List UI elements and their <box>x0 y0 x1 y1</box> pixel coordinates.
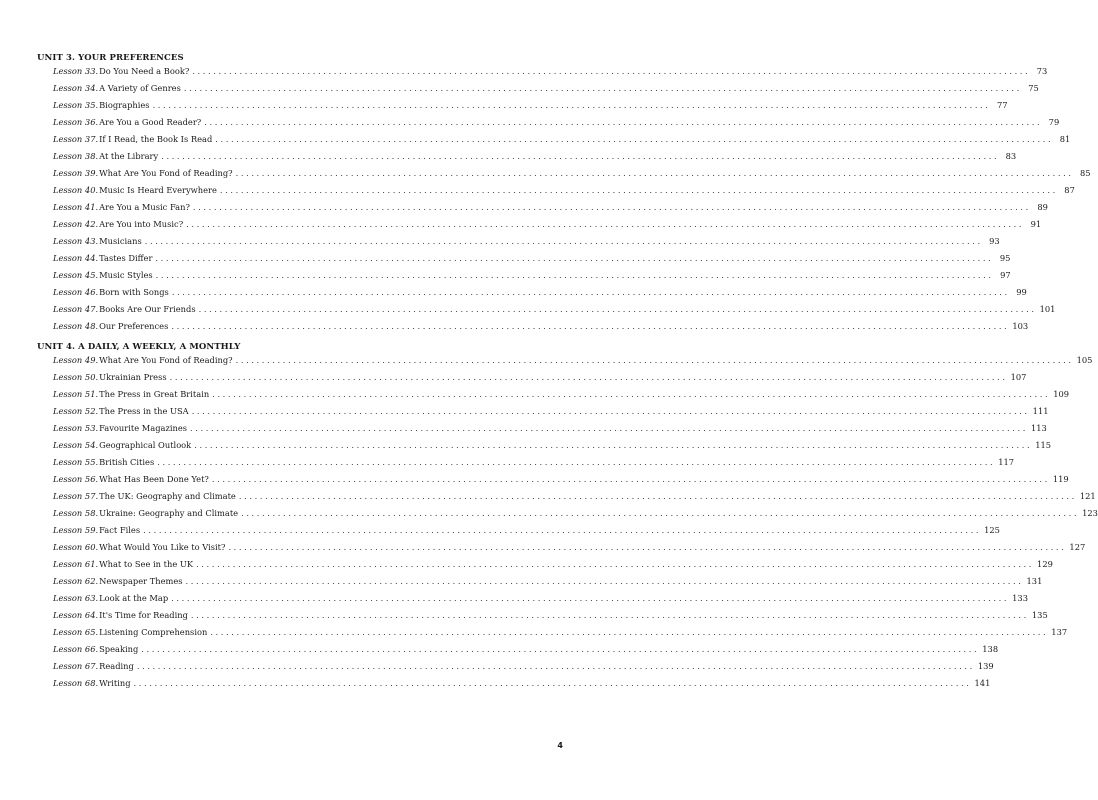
dot-leader: ................................................................................................................................................................ <box>157 457 996 467</box>
lesson-page-number: 119 <box>1052 474 1069 484</box>
toc-entry[interactable] <box>53 542 1086 559</box>
lesson-title: What Are You Fond of Reading? <box>99 168 233 178</box>
dot-leader: ................................................................................................................................................................ <box>171 287 1010 297</box>
page-number: 4 <box>557 741 563 750</box>
lesson-page-number: 75 <box>1028 83 1039 93</box>
lesson-title: If I Read, the Book Is Read <box>99 134 213 144</box>
lesson-page-number: 77 <box>996 100 1008 110</box>
lesson-title: Biographies <box>99 100 150 110</box>
toc-entry[interactable] <box>53 304 1056 321</box>
dot-leader: ................................................................................................................................................................ <box>183 83 1022 93</box>
lesson-title: A Variety of Genres <box>99 83 181 93</box>
toc-entry[interactable] <box>53 559 1053 576</box>
lesson-page-number: 89 <box>1037 202 1048 212</box>
dot-leader: ................................................................................................................................................................ <box>161 151 1000 161</box>
lesson-page-number: 127 <box>1069 542 1086 552</box>
lesson-label: Lesson 54. <box>53 440 99 450</box>
lesson-page-number: 125 <box>984 525 1000 535</box>
dot-leader: ................................................................................................................................................................ <box>211 474 1050 484</box>
dot-leader: ................................................................................................................................................................ <box>190 423 1028 433</box>
lesson-label: Lesson 55. <box>53 457 99 467</box>
toc-entry[interactable] <box>53 440 1052 457</box>
lesson-page-number: 81 <box>1059 134 1071 144</box>
toc-entry[interactable] <box>53 406 1049 423</box>
dot-leader: ................................................................................................................................................................ <box>192 202 1031 212</box>
lesson-label: Lesson 68. <box>53 678 99 688</box>
lesson-title: What Would You Like to Visit? <box>99 542 226 552</box>
dot-leader: ................................................................................................................................................................ <box>194 440 1033 450</box>
lesson-page-number: 129 <box>1037 559 1053 569</box>
lesson-page-number: 101 <box>1039 304 1056 314</box>
dot-leader: ................................................................................................................................................................ <box>190 610 1029 620</box>
lesson-label: Lesson 43. <box>53 236 99 246</box>
dot-leader: ................................................................................................................................................................ <box>204 117 1043 127</box>
lesson-label: Lesson 67. <box>53 661 99 671</box>
lesson-title: Newspaper Themes <box>99 576 183 586</box>
lesson-page-number: 111 <box>1032 406 1049 416</box>
lesson-page-number: 97 <box>1000 270 1011 280</box>
lesson-title: Do You Need a Book? <box>99 66 190 76</box>
toc-entry[interactable] <box>53 576 1043 593</box>
lesson-title: Writing <box>99 678 131 688</box>
toc-entry[interactable] <box>53 134 1071 151</box>
toc-entry[interactable] <box>53 525 1000 542</box>
lesson-title: Favourite Magazines <box>99 423 188 433</box>
lesson-label: Lesson 35. <box>53 100 99 110</box>
dot-leader: ................................................................................................................................................................ <box>238 491 1077 501</box>
lesson-page-number: 113 <box>1031 423 1047 433</box>
lesson-label: Lesson 64. <box>53 610 99 620</box>
lesson-page-number: 79 <box>1048 117 1060 127</box>
lesson-title: What Are You Fond of Reading? <box>99 355 233 365</box>
lesson-title: Geographical Outlook <box>99 440 192 450</box>
lesson-page-number: 117 <box>998 457 1015 467</box>
lesson-title: It's Time for Reading <box>99 610 188 620</box>
lesson-page-number: 137 <box>1051 627 1068 637</box>
toc-entry[interactable] <box>53 66 1048 83</box>
lesson-label: Lesson 62. <box>53 576 99 586</box>
lesson-page-number: 115 <box>1035 440 1052 450</box>
lesson-label: Lesson 49. <box>53 355 99 365</box>
lesson-title: Listening Comprehension <box>99 627 208 637</box>
toc-entry[interactable] <box>53 457 1015 474</box>
dot-leader: ................................................................................................................................................................ <box>191 406 1030 416</box>
dot-leader: ................................................................................................................................................................ <box>235 355 1074 365</box>
lesson-label: Lesson 46. <box>53 287 99 297</box>
lesson-label: Lesson 40. <box>53 185 99 195</box>
lesson-label: Lesson 50. <box>53 372 99 382</box>
toc-entry[interactable] <box>53 253 1011 270</box>
lesson-label: Lesson 59. <box>53 525 99 535</box>
lesson-label: Lesson 63. <box>53 593 99 603</box>
toc-entry[interactable] <box>53 321 1029 338</box>
dot-leader: ................................................................................................................................................................ <box>155 253 994 263</box>
toc-entry[interactable] <box>53 474 1069 491</box>
lesson-label: Lesson 47. <box>53 304 99 314</box>
toc-entry[interactable] <box>53 168 1091 185</box>
dot-leader: ................................................................................................................................................................ <box>212 389 1051 399</box>
dot-leader: ................................................................................................................................................................ <box>144 236 983 246</box>
dot-leader: ................................................................................................................................................................ <box>219 185 1058 195</box>
toc-list-unit-3 <box>53 66 1091 338</box>
lesson-title: Speaking <box>99 644 139 654</box>
lesson-page-number: 103 <box>1012 321 1029 331</box>
lesson-label: Lesson 42. <box>53 219 99 229</box>
toc-entry[interactable] <box>53 678 991 695</box>
toc-entry[interactable] <box>53 644 999 661</box>
toc-entry[interactable] <box>53 610 1048 627</box>
toc-entry[interactable] <box>53 661 994 678</box>
lesson-title: What Has Been Done Yet? <box>99 474 209 484</box>
lesson-page-number: 91 <box>1030 219 1042 229</box>
lesson-title: Are You into Music? <box>99 219 184 229</box>
dot-leader: ................................................................................................................................................................ <box>171 593 1010 603</box>
lesson-title: Look at the Map <box>99 593 169 603</box>
dot-leader: ................................................................................................................................................................ <box>169 372 1008 382</box>
toc-entry[interactable] <box>53 202 1048 219</box>
dot-leader: ................................................................................................................................................................ <box>192 66 1031 76</box>
lesson-title: Our Preferences <box>99 321 169 331</box>
lesson-title: British Cities <box>99 457 155 467</box>
dot-leader: ................................................................................................................................................................ <box>198 304 1037 314</box>
lesson-label: Lesson 61. <box>53 559 99 569</box>
lesson-page-number: 109 <box>1053 389 1070 399</box>
dot-leader: ................................................................................................................................................................ <box>133 678 972 688</box>
unit-heading-3: UNIT 3. YOUR PREFERENCES <box>37 53 184 63</box>
lesson-title: Reading <box>99 661 134 671</box>
unit-heading-4: UNIT 4. A DAILY, A WEEKLY, A MONTHLY <box>37 342 241 352</box>
lesson-page-number: 95 <box>999 253 1011 263</box>
toc-entry[interactable] <box>53 491 1096 508</box>
toc-entry[interactable] <box>53 151 1017 168</box>
lesson-title: What to See in the UK <box>99 559 194 569</box>
dot-leader: ................................................................................................................................................................ <box>136 661 975 671</box>
lesson-page-number: 121 <box>1079 491 1096 501</box>
lesson-title: Fact Files <box>99 525 141 535</box>
dot-leader: ................................................................................................................................................................ <box>215 134 1054 144</box>
dot-leader: ................................................................................................................................................................ <box>185 576 1024 586</box>
lesson-label: Lesson 36. <box>53 117 99 127</box>
toc-entry[interactable] <box>53 627 1068 644</box>
toc-entry[interactable] <box>53 236 1000 253</box>
lesson-title: The Press in Great Britain <box>99 389 210 399</box>
lesson-label: Lesson 66. <box>53 644 99 654</box>
lesson-label: Lesson 39. <box>53 168 99 178</box>
toc-entry[interactable] <box>53 270 1011 287</box>
dot-leader: ................................................................................................................................................................ <box>143 525 982 535</box>
dot-leader: ................................................................................................................................................................ <box>155 270 994 280</box>
lesson-title: Musicians <box>99 236 142 246</box>
lesson-page-number: 83 <box>1005 151 1017 161</box>
dot-leader: ................................................................................................................................................................ <box>241 508 1080 518</box>
dot-leader: ................................................................................................................................................................ <box>141 644 980 654</box>
dot-leader: ................................................................................................................................................................ <box>152 100 991 110</box>
lesson-label: Lesson 48. <box>53 321 99 331</box>
lesson-label: Lesson 57. <box>53 491 99 501</box>
toc-entry[interactable] <box>53 508 1098 525</box>
dot-leader: ................................................................................................................................................................ <box>186 219 1025 229</box>
lesson-page-number: 87 <box>1064 185 1075 195</box>
toc-entry[interactable] <box>53 185 1075 202</box>
toc-entry[interactable] <box>53 593 1028 610</box>
dot-leader: ................................................................................................................................................................ <box>196 559 1035 569</box>
lesson-label: Lesson 34. <box>53 83 99 93</box>
lesson-label: Lesson 33. <box>53 66 99 76</box>
lesson-page-number: 123 <box>1082 508 1098 518</box>
lesson-label: Lesson 60. <box>53 542 99 552</box>
lesson-page-number: 107 <box>1010 372 1027 382</box>
lesson-label: Lesson 38. <box>53 151 99 161</box>
dot-leader: ................................................................................................................................................................ <box>171 321 1010 331</box>
lesson-page-number: 131 <box>1026 576 1043 586</box>
lesson-label: Lesson 52. <box>53 406 99 416</box>
lesson-page-number: 85 <box>1080 168 1091 178</box>
lesson-title: Music Styles <box>99 270 153 280</box>
lesson-page-number: 73 <box>1036 66 1048 76</box>
lesson-title: The Press in the USA <box>99 406 189 416</box>
lesson-page-number: 105 <box>1076 355 1093 365</box>
lesson-label: Lesson 51. <box>53 389 99 399</box>
lesson-title: Books Are Our Friends <box>99 304 196 314</box>
lesson-page-number: 133 <box>1012 593 1028 603</box>
dot-leader: ................................................................................................................................................................ <box>235 168 1074 178</box>
lesson-page-number: 141 <box>974 678 991 688</box>
dot-leader: ................................................................................................................................................................ <box>228 542 1067 552</box>
toc-entry[interactable] <box>53 423 1047 440</box>
lesson-title: Are You a Good Reader? <box>99 117 202 127</box>
lesson-label: Lesson 58. <box>53 508 99 518</box>
toc-entry[interactable] <box>53 117 1060 134</box>
lesson-page-number: 93 <box>989 236 1000 246</box>
lesson-title: Music Is Heard Everywhere <box>99 185 217 195</box>
toc-list-unit-4 <box>53 355 1098 695</box>
lesson-label: Lesson 56. <box>53 474 99 484</box>
toc-entry[interactable] <box>53 355 1093 372</box>
dot-leader: ................................................................................................................................................................ <box>210 627 1049 637</box>
lesson-title: Tastes Differ <box>99 253 153 263</box>
toc-entry[interactable] <box>53 100 1008 117</box>
lesson-label: Lesson 44. <box>53 253 99 263</box>
lesson-label: Lesson 65. <box>53 627 99 637</box>
lesson-label: Lesson 53. <box>53 423 99 433</box>
lesson-page-number: 138 <box>982 644 999 654</box>
lesson-title: The UK: Geography and Climate <box>99 491 236 501</box>
lesson-page-number: 139 <box>977 661 994 671</box>
toc-entry[interactable] <box>53 372 1027 389</box>
toc-entry[interactable] <box>53 83 1039 100</box>
lesson-page-number: 135 <box>1031 610 1048 620</box>
lesson-title: At the Library <box>99 151 159 161</box>
lesson-title: Ukraine: Geography and Climate <box>99 508 239 518</box>
toc-entry[interactable] <box>53 389 1070 406</box>
lesson-label: Lesson 45. <box>53 270 99 280</box>
lesson-title: Ukrainian Press <box>99 372 167 382</box>
toc-entry[interactable] <box>53 287 1027 304</box>
lesson-title: Born with Songs <box>99 287 169 297</box>
lesson-title: Are You a Music Fan? <box>99 202 190 212</box>
lesson-label: Lesson 37. <box>53 134 99 144</box>
lesson-page-number: 99 <box>1016 287 1027 297</box>
toc-entry[interactable] <box>53 219 1042 236</box>
lesson-label: Lesson 41. <box>53 202 99 212</box>
